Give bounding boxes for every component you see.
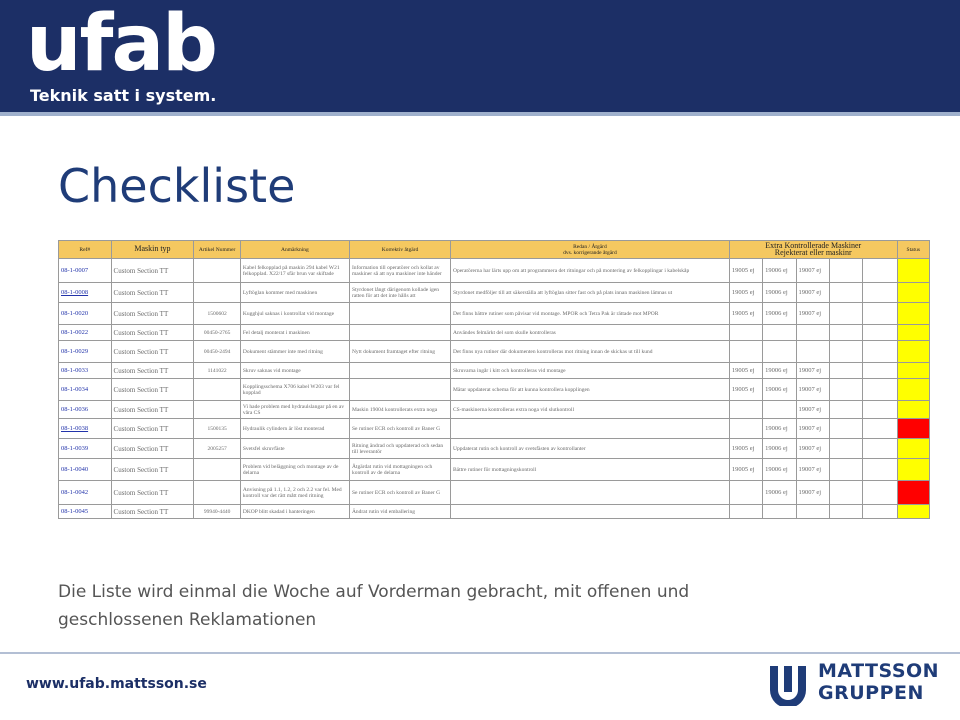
ufab-logo: ufab bbox=[26, 0, 216, 89]
row-machine: Custom Section TT bbox=[111, 401, 194, 419]
col-header-extra-line1: Extra Kontrollerade Maskiner bbox=[765, 240, 862, 250]
row-week-1: 19005 ej bbox=[729, 363, 762, 379]
row-remark: Kugghjul saknas i kontrollat vid montage bbox=[240, 303, 349, 325]
logo-tagline: Teknik satt i system. bbox=[30, 86, 217, 105]
row-ref: 08-1-0029 bbox=[59, 341, 112, 363]
row-machine: Custom Section TT bbox=[111, 303, 194, 325]
row-action: Användes felmärkt del som skulle kontrolleras bbox=[450, 325, 729, 341]
row-status-cell bbox=[897, 379, 929, 401]
row-week-3 bbox=[796, 341, 829, 363]
row-article: 1500602 bbox=[194, 303, 240, 325]
row-corrective: Åtgärdat rutin vid mottagningen och kontroll av de delarna bbox=[349, 459, 450, 481]
row-corrective: Se rutiner ECR och kontroll av Baner G bbox=[349, 419, 450, 439]
row-article: 1141022 bbox=[194, 363, 240, 379]
row-article: 99940-4440 bbox=[194, 505, 240, 519]
row-week-1 bbox=[729, 401, 762, 419]
col-header-action-line1: Redan / Åtgärd bbox=[573, 243, 607, 250]
row-extra-empty bbox=[829, 439, 862, 459]
row-extra-empty bbox=[863, 459, 897, 481]
row-machine: Custom Section TT bbox=[111, 505, 194, 519]
row-extra-empty bbox=[863, 363, 897, 379]
row-action: Uppdaterat rutin och kontroll av svetsfästen av kontrollanter bbox=[450, 439, 729, 459]
row-week-2 bbox=[763, 505, 796, 519]
row-week-3: 19007 ej bbox=[796, 303, 829, 325]
row-article bbox=[194, 283, 240, 303]
row-remark: Vi hade problem med hydraulslangar på en av våra CS bbox=[240, 401, 349, 419]
row-ref: 08-1-0033 bbox=[59, 363, 112, 379]
table-header-row bbox=[59, 241, 930, 259]
row-week-1 bbox=[729, 341, 762, 363]
row-ref: 08-1-0034 bbox=[59, 379, 112, 401]
row-extra-empty bbox=[863, 419, 897, 439]
row-extra-empty bbox=[863, 325, 897, 341]
row-action: CS-maskinerna kontrolleras extra noga vid slutkontroll bbox=[450, 401, 729, 419]
row-status-cell bbox=[897, 439, 929, 459]
slide-note-line1: Die Liste wird einmal die Woche auf Vorderman gebracht, mit offenen und bbox=[58, 582, 690, 602]
col-header-machine-label: Maskin typ bbox=[134, 244, 171, 253]
row-article: 2005257 bbox=[194, 439, 240, 459]
row-extra-empty bbox=[829, 259, 862, 283]
row-status-cell bbox=[897, 401, 929, 419]
row-week-2: 19006 ej bbox=[763, 283, 796, 303]
row-status-cell bbox=[897, 259, 929, 283]
row-ref: 08-1-0040 bbox=[59, 459, 112, 481]
row-extra-empty bbox=[863, 401, 897, 419]
mattsson-m-icon bbox=[766, 660, 810, 706]
row-machine: Custom Section TT bbox=[111, 419, 194, 439]
col-header-corrective: Korrektiv åtgärd bbox=[349, 241, 450, 259]
row-week-2: 19006 ej bbox=[763, 363, 796, 379]
header-band bbox=[0, 0, 960, 116]
table-row bbox=[59, 325, 930, 341]
row-ref: 08-1-0045 bbox=[59, 505, 112, 519]
row-machine: Custom Section TT bbox=[111, 379, 194, 401]
table-body bbox=[59, 259, 930, 519]
row-article bbox=[194, 379, 240, 401]
row-action bbox=[450, 505, 729, 519]
row-remark: Svetsfel skruvfäste bbox=[240, 439, 349, 459]
row-action: Det finns bättre rutiner som påvisar vid montage. MPOR och Tetra Pak är rättade mot MPOR bbox=[450, 303, 729, 325]
row-corrective bbox=[349, 303, 450, 325]
table-row bbox=[59, 341, 930, 363]
row-article bbox=[194, 481, 240, 505]
row-extra-empty bbox=[829, 363, 862, 379]
row-article bbox=[194, 401, 240, 419]
row-article: 00450-2765 bbox=[194, 325, 240, 341]
row-extra-empty bbox=[829, 401, 862, 419]
row-ref: 08-1-0036 bbox=[59, 401, 112, 419]
row-week-2: 19006 ej bbox=[763, 459, 796, 481]
row-article: 00450-2494 bbox=[194, 341, 240, 363]
row-corrective: Nytt dokument framtaget efter ritning bbox=[349, 341, 450, 363]
col-header-extra-line2: Rejekterat eller maskinr bbox=[774, 247, 852, 257]
row-corrective bbox=[349, 363, 450, 379]
row-extra-empty bbox=[863, 481, 897, 505]
row-status-cell bbox=[897, 505, 929, 519]
slide-title: Checkliste bbox=[58, 159, 296, 213]
row-machine: Custom Section TT bbox=[111, 259, 194, 283]
row-machine: Custom Section TT bbox=[111, 325, 194, 341]
row-extra-empty bbox=[829, 379, 862, 401]
table-row bbox=[59, 481, 930, 505]
col-header-article: Artikel Nummer bbox=[194, 241, 240, 259]
row-action: Operatörerna har lärts upp om att programmera det ritningar och på montering av felkopplingar i kabelskåp bbox=[450, 259, 729, 283]
footer-divider bbox=[0, 652, 960, 654]
row-machine: Custom Section TT bbox=[111, 481, 194, 505]
row-week-1 bbox=[729, 419, 762, 439]
row-week-3: 19007 ej bbox=[796, 401, 829, 419]
row-week-2: 19006 ej bbox=[763, 419, 796, 439]
row-status-cell bbox=[897, 481, 929, 505]
row-week-2: 19006 ej bbox=[763, 259, 796, 283]
col-header-remark: Anmärkning bbox=[240, 241, 349, 259]
row-week-2 bbox=[763, 341, 796, 363]
row-week-3: 19007 ej bbox=[796, 481, 829, 505]
mattsson-gruppen-logo bbox=[766, 660, 938, 706]
row-week-2 bbox=[763, 401, 796, 419]
row-status-cell bbox=[897, 341, 929, 363]
slide-note-line2: geschlossenen Reklamationen bbox=[58, 610, 317, 630]
row-action: Styrdonet medföljer till att säkerställa att lyftöglan sitter fast och på plats innan maskinen lämnas ut bbox=[450, 283, 729, 303]
row-status-cell bbox=[897, 325, 929, 341]
row-remark: Problem vid beläggning och montage av de delarna bbox=[240, 459, 349, 481]
row-week-1 bbox=[729, 505, 762, 519]
row-corrective: Se rutiner ECR och kontroll av Baner G bbox=[349, 481, 450, 505]
row-extra-empty bbox=[829, 283, 862, 303]
row-week-3: 19007 ej bbox=[796, 363, 829, 379]
table-row bbox=[59, 379, 930, 401]
row-week-3: 19007 ej bbox=[796, 259, 829, 283]
row-extra-empty bbox=[863, 259, 897, 283]
row-extra-empty bbox=[829, 419, 862, 439]
row-extra-empty bbox=[829, 303, 862, 325]
row-remark: Lyftöglan kommer med maskinen bbox=[240, 283, 349, 303]
row-week-1 bbox=[729, 481, 762, 505]
row-week-1: 19005 ej bbox=[729, 459, 762, 481]
row-week-2: 19006 ej bbox=[763, 379, 796, 401]
row-action bbox=[450, 419, 729, 439]
row-extra-empty bbox=[863, 505, 897, 519]
row-week-2: 19006 ej bbox=[763, 439, 796, 459]
row-ref: 08-1-0007 bbox=[59, 259, 112, 283]
row-week-1: 19005 ej bbox=[729, 379, 762, 401]
col-header-status: Status bbox=[897, 241, 929, 259]
row-extra-empty bbox=[863, 341, 897, 363]
row-status-cell bbox=[897, 303, 929, 325]
table-row bbox=[59, 363, 930, 379]
row-week-2: 19006 ej bbox=[763, 303, 796, 325]
row-week-3: 19007 ej bbox=[796, 419, 829, 439]
row-ref: 08-1-0008 bbox=[59, 283, 112, 303]
col-header-machine bbox=[111, 241, 194, 259]
slide-note bbox=[58, 578, 838, 634]
row-ref: 08-1-0038 bbox=[59, 419, 112, 439]
row-extra-empty bbox=[863, 379, 897, 401]
checklist-table bbox=[58, 240, 930, 519]
row-week-3 bbox=[796, 325, 829, 341]
row-article bbox=[194, 459, 240, 481]
row-extra-empty bbox=[863, 439, 897, 459]
row-remark: Dokument stämmer inte med ritning bbox=[240, 341, 349, 363]
row-corrective: Maskin 19004 kontrollerats extra noga bbox=[349, 401, 450, 419]
table-row bbox=[59, 401, 930, 419]
row-action: Det finns nya rutiner där dokumenten kontrolleras mot ritning innan de skickas ut till kund bbox=[450, 341, 729, 363]
col-header-action-line2: dvs. korrigerande åtgärd bbox=[563, 249, 617, 256]
row-week-2 bbox=[763, 325, 796, 341]
row-remark: Kabel felkopplad på maskin 294 kabel W21 felkopplad. X22/17 sfär brun var skiftade bbox=[240, 259, 349, 283]
row-week-2: 19006 ej bbox=[763, 481, 796, 505]
row-corrective: Ändrat rutin vid emballering bbox=[349, 505, 450, 519]
row-status-cell bbox=[897, 419, 929, 439]
row-extra-empty bbox=[829, 505, 862, 519]
table-row bbox=[59, 505, 930, 519]
row-status-cell bbox=[897, 283, 929, 303]
row-week-1: 19005 ej bbox=[729, 259, 762, 283]
row-week-3: 19007 ej bbox=[796, 283, 829, 303]
row-extra-empty bbox=[829, 341, 862, 363]
row-action bbox=[450, 481, 729, 505]
row-week-3: 19007 ej bbox=[796, 459, 829, 481]
row-ref: 08-1-0042 bbox=[59, 481, 112, 505]
mattsson-wordmark-line2: GRUPPEN bbox=[818, 682, 924, 704]
row-week-3: 19007 ej bbox=[796, 439, 829, 459]
row-ref: 08-1-0022 bbox=[59, 325, 112, 341]
table-row bbox=[59, 439, 930, 459]
row-week-3: 19007 ej bbox=[796, 379, 829, 401]
row-corrective: Ritning ändrad och uppdaterad och sedan till leverantör bbox=[349, 439, 450, 459]
row-ref: 08-1-0039 bbox=[59, 439, 112, 459]
row-machine: Custom Section TT bbox=[111, 341, 194, 363]
checklist-sheet bbox=[58, 240, 930, 536]
row-status-cell bbox=[897, 459, 929, 481]
row-action: Skruvarna ingår i kitt och kontrolleras vid montage bbox=[450, 363, 729, 379]
row-status-cell bbox=[897, 363, 929, 379]
col-header-ref: Ref# bbox=[59, 241, 112, 259]
row-remark: Kopplingsschema X706 kabel W203 var fel kopplad bbox=[240, 379, 349, 401]
table-row bbox=[59, 303, 930, 325]
website-link[interactable]: www.ufab.mattsson.se bbox=[26, 676, 207, 692]
row-extra-empty bbox=[829, 459, 862, 481]
row-action: Bättre rutiner för mottagningskontroll bbox=[450, 459, 729, 481]
row-article: 1500135 bbox=[194, 419, 240, 439]
row-extra-empty bbox=[829, 481, 862, 505]
mattsson-wordmark bbox=[818, 660, 939, 704]
col-header-action bbox=[450, 241, 729, 259]
row-ref: 08-1-0020 bbox=[59, 303, 112, 325]
row-remark: Skruv saknas vid montage bbox=[240, 363, 349, 379]
row-corrective: Information till operatörer och kollat av maskiner så att nya maskiner inte händer bbox=[349, 259, 450, 283]
row-extra-empty bbox=[863, 303, 897, 325]
row-remark: DKOP blitt skadad i hanteringen bbox=[240, 505, 349, 519]
table-row bbox=[59, 259, 930, 283]
row-corrective: Styrdonet långt därigenom kollade igen ratten för att det inte hålls att bbox=[349, 283, 450, 303]
row-week-1: 19005 ej bbox=[729, 439, 762, 459]
row-remark: Hydraulik cylindern är löst monterad bbox=[240, 419, 349, 439]
row-extra-empty bbox=[863, 283, 897, 303]
row-week-1 bbox=[729, 325, 762, 341]
row-remark: Fel detalj monterat i maskinen bbox=[240, 325, 349, 341]
mattsson-wordmark-line1: MATTSSON bbox=[818, 660, 940, 682]
table-row bbox=[59, 283, 930, 303]
row-corrective bbox=[349, 379, 450, 401]
row-week-3 bbox=[796, 505, 829, 519]
row-corrective bbox=[349, 325, 450, 341]
table-row bbox=[59, 459, 930, 481]
row-machine: Custom Section TT bbox=[111, 459, 194, 481]
row-machine: Custom Section TT bbox=[111, 439, 194, 459]
row-article bbox=[194, 259, 240, 283]
row-extra-empty bbox=[829, 325, 862, 341]
row-action: Mätar uppdaterat schema för att kunna kontrollera kopplingen bbox=[450, 379, 729, 401]
col-header-extra bbox=[729, 241, 897, 259]
row-week-1: 19005 ej bbox=[729, 283, 762, 303]
row-machine: Custom Section TT bbox=[111, 363, 194, 379]
row-machine: Custom Section TT bbox=[111, 283, 194, 303]
row-remark: Anvisning på 1.1, 1.2, 2 och 2.2 var fel. Med kontroll var det rätt mått med ritning bbox=[240, 481, 349, 505]
table-row bbox=[59, 419, 930, 439]
row-week-1: 19005 ej bbox=[729, 303, 762, 325]
